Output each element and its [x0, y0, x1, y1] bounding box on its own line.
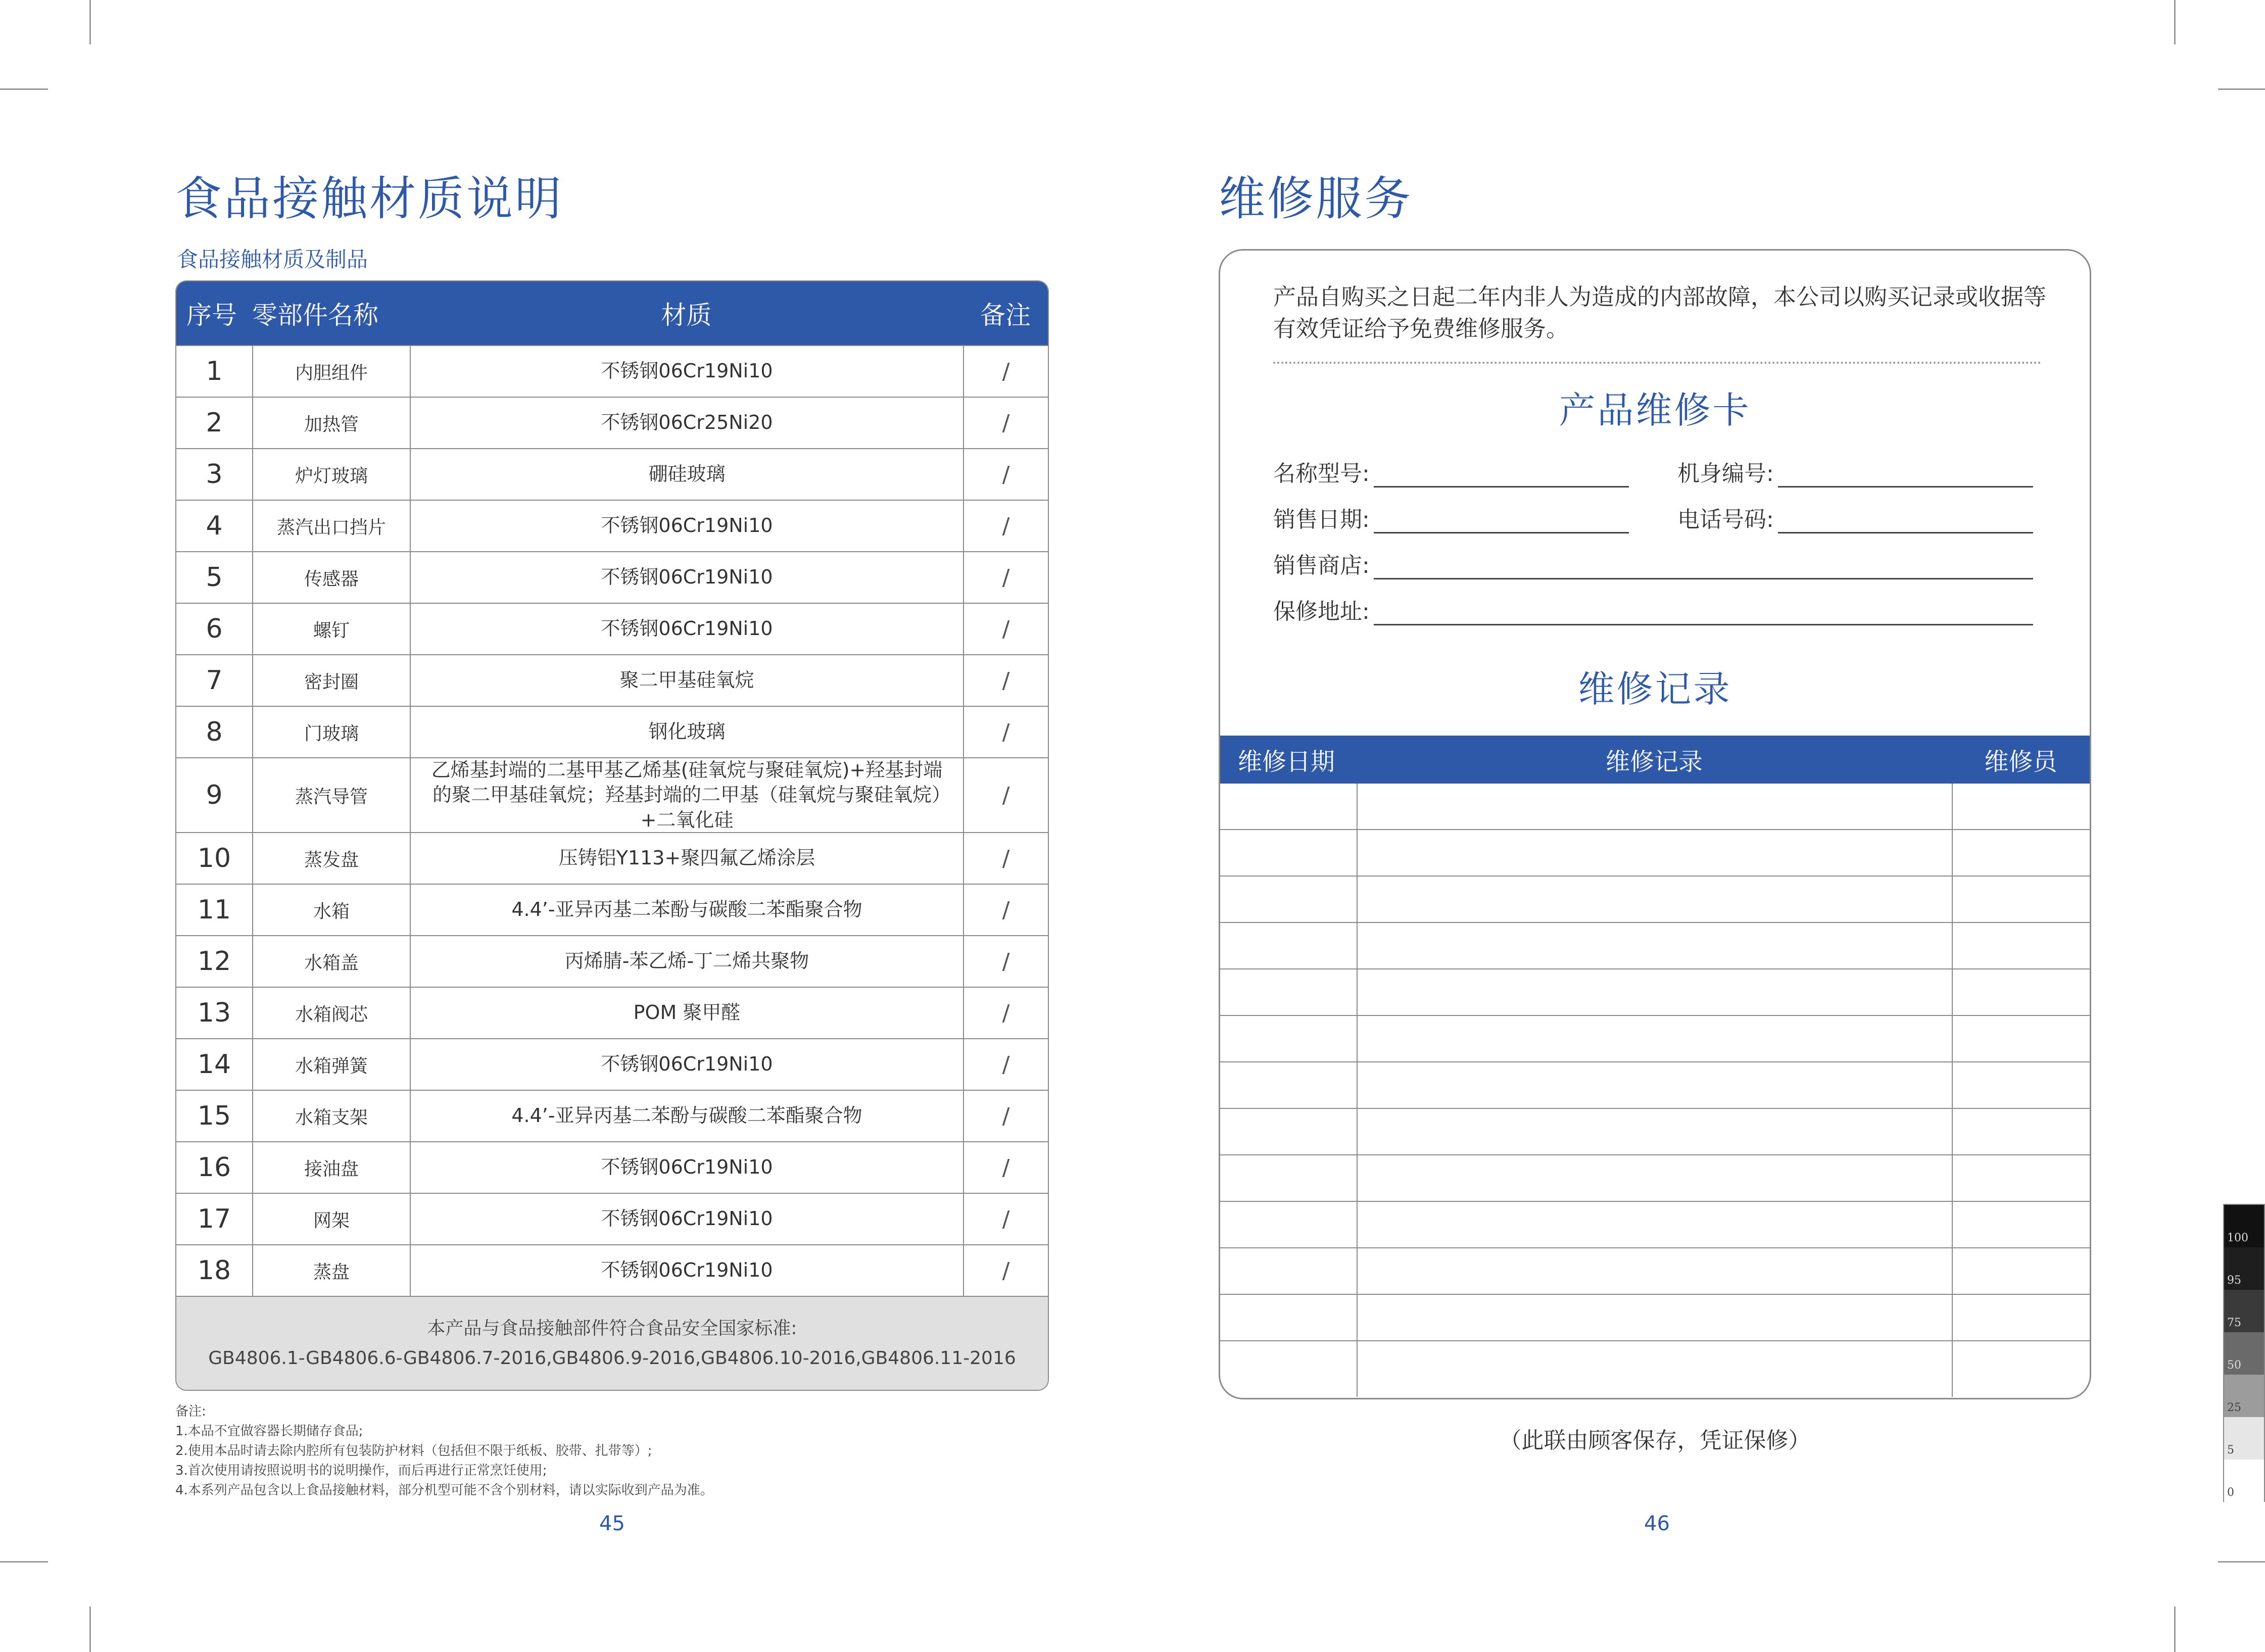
table-row	[176, 1244, 1048, 1296]
crop-mark	[2218, 1561, 2265, 1563]
row-number: 4	[206, 511, 223, 541]
record-technician-cell[interactable]	[1952, 784, 2090, 829]
record-content-cell[interactable]	[1357, 1109, 1952, 1154]
record-date-cell[interactable]	[1220, 1109, 1357, 1154]
row-note: /	[963, 1142, 1048, 1193]
row-part-name: 蒸汽出口挡片	[252, 501, 410, 551]
row-number: 7	[206, 665, 223, 696]
table-row	[176, 448, 1048, 500]
row-number: 8	[206, 717, 223, 747]
serial-label: 机身编号:	[1677, 461, 1774, 487]
address-line	[1374, 606, 2033, 625]
row-number: 9	[206, 780, 223, 810]
row-note: /	[963, 885, 1048, 935]
record-content-cell[interactable]	[1357, 1341, 1952, 1397]
row-number: 18	[197, 1255, 231, 1286]
phone-field[interactable]	[1677, 501, 2033, 533]
record-technician-cell[interactable]	[1952, 1062, 2090, 1108]
header-repair-date: 维修日期	[1238, 748, 1335, 776]
record-content-cell[interactable]	[1357, 877, 1952, 922]
row-part-name: 蒸盘	[252, 1245, 410, 1296]
row-part-name: 螺钉	[252, 604, 410, 654]
crop-mark	[2174, 0, 2176, 44]
warranty-intro: 产品自购买之日起二年内非人为造成的内部故障，本公司以购买记录或收据等有效凭证给予免费维修服务。	[1273, 283, 2047, 342]
row-material: 不锈钢06Cr19Ni10	[410, 552, 963, 603]
row-note: /	[963, 604, 1048, 654]
row-material: 乙烯基封端的二基甲基乙烯基(硅氧烷与聚硅氧烷)+羟基封端的聚二甲基硅氧烷；羟基封端的二甲基（硅氧烷与聚硅氧烷）+二氧化硅	[410, 758, 963, 832]
row-number: 12	[197, 946, 231, 977]
row-note: /	[963, 552, 1048, 603]
page-number-left: 45	[599, 1512, 625, 1535]
page-title: 食品接触材质说明	[175, 172, 564, 226]
row-note: /	[963, 833, 1048, 884]
gray-swatch	[2224, 1375, 2264, 1417]
row-number: 16	[197, 1152, 231, 1183]
row-number: 2	[206, 408, 223, 438]
record-content-cell[interactable]	[1357, 923, 1952, 968]
row-number: 13	[197, 998, 231, 1028]
record-technician-cell[interactable]	[1952, 1248, 2090, 1294]
row-material: 压铸铝Y113+聚四氟乙烯涂层	[410, 833, 963, 884]
record-date-cell[interactable]	[1220, 1295, 1357, 1340]
store-line	[1374, 560, 2033, 579]
row-number: 6	[206, 614, 223, 644]
card-title: 产品维修卡	[1559, 389, 1751, 431]
row-material: 不锈钢06Cr19Ni10	[410, 1039, 963, 1090]
row-number: 15	[197, 1101, 231, 1131]
record-date-cell[interactable]	[1220, 830, 1357, 876]
gray-swatch	[2224, 1417, 2264, 1460]
table-row	[176, 757, 1048, 832]
header-number: 序号	[186, 301, 237, 330]
row-part-name: 水箱支架	[252, 1091, 410, 1141]
row-part-name: 网架	[252, 1194, 410, 1244]
record-date-cell[interactable]	[1220, 969, 1357, 1015]
record-date-cell[interactable]	[1220, 877, 1357, 922]
record-technician-cell[interactable]	[1952, 1341, 2090, 1397]
table-row	[176, 345, 1048, 397]
table-row	[176, 397, 1048, 448]
row-part-name: 蒸汽导管	[252, 758, 410, 832]
table-row	[176, 1141, 1048, 1193]
address-field[interactable]	[1273, 593, 2033, 625]
row-material: 不锈钢06Cr19Ni10	[410, 346, 963, 397]
row-part-name: 内胆组件	[252, 346, 410, 397]
header-repair-record: 维修记录	[1605, 748, 1703, 776]
header-note: 备注	[980, 301, 1031, 330]
row-material: 聚二甲基硅氧烷	[410, 655, 963, 706]
record-date-cell[interactable]	[1220, 1341, 1357, 1397]
row-part-name: 密封圈	[252, 655, 410, 706]
standards-line-2: GB4806.1-GB4806.6-GB4806.7-2016,GB4806.9-2016,GB4806.10-2016,GB4806.11-2016	[208, 1348, 1016, 1369]
record-technician-cell[interactable]	[1952, 830, 2090, 876]
row-material: 硼硅玻璃	[410, 449, 963, 500]
row-material: POM 聚甲醛	[410, 988, 963, 1038]
header-technician: 维修员	[1984, 748, 2057, 776]
repair-card	[1219, 249, 2091, 1399]
record-technician-cell[interactable]	[1952, 877, 2090, 922]
gray-swatch-label: 0	[2227, 1486, 2234, 1499]
row-number: 11	[197, 895, 231, 925]
table-row	[176, 884, 1048, 935]
row-note: /	[963, 398, 1048, 448]
row-part-name: 水箱	[252, 885, 410, 935]
serial-field[interactable]	[1677, 455, 2033, 488]
table-row	[176, 1193, 1048, 1244]
gray-swatch	[2224, 1460, 2264, 1502]
crop-mark	[89, 0, 91, 44]
keep-note: （此联由顾客保存，凭证保修）	[1499, 1428, 1811, 1453]
row-material: 钢化玻璃	[410, 707, 963, 757]
record-technician-cell[interactable]	[1952, 1016, 2090, 1061]
row-number: 14	[197, 1049, 231, 1080]
record-technician-cell[interactable]	[1952, 1155, 2090, 1201]
row-part-name: 蒸发盘	[252, 833, 410, 884]
row-number: 17	[197, 1204, 231, 1234]
phone-label: 电话号码:	[1677, 507, 1774, 532]
row-note: /	[963, 1194, 1048, 1244]
record-content-cell[interactable]	[1357, 1295, 1952, 1340]
row-part-name: 炉灯玻璃	[252, 449, 410, 500]
row-number: 10	[197, 843, 231, 873]
row-material: 不锈钢06Cr19Ni10	[410, 1245, 963, 1296]
crop-mark	[0, 1561, 48, 1563]
gray-swatch	[2224, 1332, 2264, 1375]
record-content-cell[interactable]	[1357, 784, 1952, 829]
row-note: /	[963, 758, 1048, 832]
remarks	[175, 1402, 713, 1500]
sale-date-label: 销售日期:	[1273, 507, 1370, 532]
model-label: 名称型号:	[1273, 461, 1370, 487]
row-note: /	[963, 1245, 1048, 1296]
header-part-name: 零部件名称	[252, 301, 378, 330]
row-part-name: 门玻璃	[252, 707, 410, 757]
records-row	[1220, 923, 2090, 969]
record-technician-cell[interactable]	[1952, 1295, 2090, 1340]
record-content-cell[interactable]	[1357, 830, 1952, 876]
record-date-cell[interactable]	[1220, 1248, 1357, 1294]
store-label: 销售商店:	[1273, 553, 1370, 578]
row-note: /	[963, 707, 1048, 757]
row-material: 不锈钢06Cr19Ni10	[410, 604, 963, 654]
row-material: 4.4’-亚异丙基二苯酚与碳酸二苯酯聚合物	[410, 885, 963, 935]
remark-line: 2.使用本品时请去除内腔所有包装防护材料（包括但不限于纸板、胶带、扎带等）;	[175, 1443, 652, 1459]
gray-swatch-label: 75	[2227, 1317, 2241, 1329]
row-note: /	[963, 1039, 1048, 1090]
page-number-right: 46	[1644, 1512, 1670, 1535]
records-body	[1220, 784, 2090, 1397]
table-row	[176, 551, 1048, 603]
row-material: 不锈钢06Cr19Ni10	[410, 501, 963, 551]
record-content-cell[interactable]	[1357, 1202, 1952, 1247]
record-content-cell[interactable]	[1357, 1248, 1952, 1294]
records-row	[1220, 1295, 2090, 1341]
table-row	[176, 935, 1048, 987]
repair-records-table	[1220, 736, 2090, 1397]
record-date-cell[interactable]	[1220, 923, 1357, 968]
section-subtitle: 食品接触材质及制品	[177, 247, 368, 272]
records-row	[1220, 1202, 2090, 1248]
gray-swatch-label: 5	[2227, 1444, 2234, 1456]
gray-swatch-label: 100	[2227, 1232, 2248, 1244]
sale-date-field[interactable]	[1273, 501, 1629, 533]
materials-table	[175, 280, 1049, 1391]
table-row	[176, 1090, 1048, 1141]
record-date-cell[interactable]	[1220, 784, 1357, 829]
row-note: /	[963, 936, 1048, 987]
address-label: 保修地址:	[1273, 599, 1370, 624]
table-header	[176, 281, 1048, 345]
row-part-name: 传感器	[252, 552, 410, 603]
remark-line: 4.本系列产品包含以上食品接触材料，部分机型可能不含个别材料，请以实际收到产品为准。	[175, 1483, 713, 1498]
table-row	[176, 500, 1048, 551]
record-date-cell[interactable]	[1220, 1155, 1357, 1201]
table-row	[176, 832, 1048, 884]
records-row	[1220, 830, 2090, 877]
crop-mark	[2174, 1607, 2176, 1652]
table-row	[176, 603, 1048, 654]
row-number: 5	[206, 562, 223, 593]
gray-swatch	[2224, 1205, 2264, 1247]
row-note: /	[963, 449, 1048, 500]
row-material: 丙烯腈-苯乙烯-丁二烯共聚物	[410, 936, 963, 987]
record-technician-cell[interactable]	[1952, 923, 2090, 968]
row-material: 不锈钢06Cr25Ni20	[410, 398, 963, 448]
model-line	[1374, 468, 1629, 488]
dotted-divider	[1273, 362, 2041, 364]
gray-swatch-label: 50	[2227, 1359, 2241, 1372]
records-row	[1220, 784, 2090, 830]
row-number: 3	[206, 459, 223, 490]
row-part-name: 水箱阀芯	[252, 988, 410, 1038]
records-row	[1220, 1341, 2090, 1397]
sale-date-line	[1374, 514, 1629, 533]
record-technician-cell[interactable]	[1952, 1202, 2090, 1247]
row-note: /	[963, 655, 1048, 706]
table-row	[176, 654, 1048, 706]
records-row	[1220, 1016, 2090, 1062]
store-field[interactable]	[1273, 547, 2033, 579]
header-material: 材质	[661, 301, 712, 330]
records-header	[1220, 736, 2090, 784]
record-technician-cell[interactable]	[1952, 1109, 2090, 1154]
remark-line: 备注:	[175, 1404, 206, 1419]
gray-swatch-label: 25	[2227, 1401, 2241, 1414]
phone-line	[1778, 514, 2033, 533]
record-technician-cell[interactable]	[1952, 969, 2090, 1015]
gray-scale-strip	[2223, 1204, 2265, 1502]
crop-mark	[2218, 88, 2265, 90]
records-row	[1220, 1109, 2090, 1155]
gray-swatch	[2224, 1290, 2264, 1332]
record-content-cell[interactable]	[1357, 1155, 1952, 1201]
gray-swatch-label: 95	[2227, 1274, 2241, 1287]
records-row	[1220, 1248, 2090, 1295]
remark-line: 3.首次使用请按照说明书的说明操作，而后再进行正常烹饪使用;	[175, 1463, 547, 1478]
table-body	[176, 345, 1048, 1296]
row-material: 不锈钢06Cr19Ni10	[410, 1194, 963, 1244]
remark-line: 1.本品不宜做容器长期储存食品;	[175, 1424, 363, 1439]
row-note: /	[963, 346, 1048, 397]
table-row	[176, 987, 1048, 1038]
table-row	[176, 706, 1048, 757]
row-material: 4.4’-亚异丙基二苯酚与碳酸二苯酯聚合物	[410, 1091, 963, 1141]
row-number: 1	[206, 356, 223, 386]
standards-line-1: 本产品与食品接触部件符合食品安全国家标准:	[427, 1318, 797, 1339]
row-part-name: 加热管	[252, 398, 410, 448]
crop-mark	[89, 1607, 91, 1652]
record-content-cell[interactable]	[1357, 1016, 1952, 1061]
row-note: /	[963, 1091, 1048, 1141]
record-date-cell[interactable]	[1220, 1016, 1357, 1061]
row-note: /	[963, 501, 1048, 551]
records-row	[1220, 1062, 2090, 1109]
crop-mark	[0, 88, 48, 90]
row-part-name: 水箱盖	[252, 936, 410, 987]
row-part-name: 水箱弹簧	[252, 1039, 410, 1090]
records-row	[1220, 1155, 2090, 1202]
row-material: 不锈钢06Cr19Ni10	[410, 1142, 963, 1193]
record-date-cell[interactable]	[1220, 1062, 1357, 1108]
record-content-cell[interactable]	[1357, 1062, 1952, 1108]
records-title: 维修记录	[1578, 668, 1732, 710]
model-field[interactable]	[1273, 455, 1629, 488]
row-note: /	[963, 988, 1048, 1038]
table-row	[176, 1038, 1048, 1090]
record-content-cell[interactable]	[1357, 969, 1952, 1015]
row-part-name: 接油盘	[252, 1142, 410, 1193]
records-row	[1220, 969, 2090, 1016]
records-row	[1220, 877, 2090, 923]
standards-footer	[176, 1296, 1048, 1390]
gray-swatch	[2224, 1247, 2264, 1290]
serial-line	[1778, 468, 2033, 488]
page-title: 维修服务	[1219, 172, 1413, 226]
record-date-cell[interactable]	[1220, 1202, 1357, 1247]
